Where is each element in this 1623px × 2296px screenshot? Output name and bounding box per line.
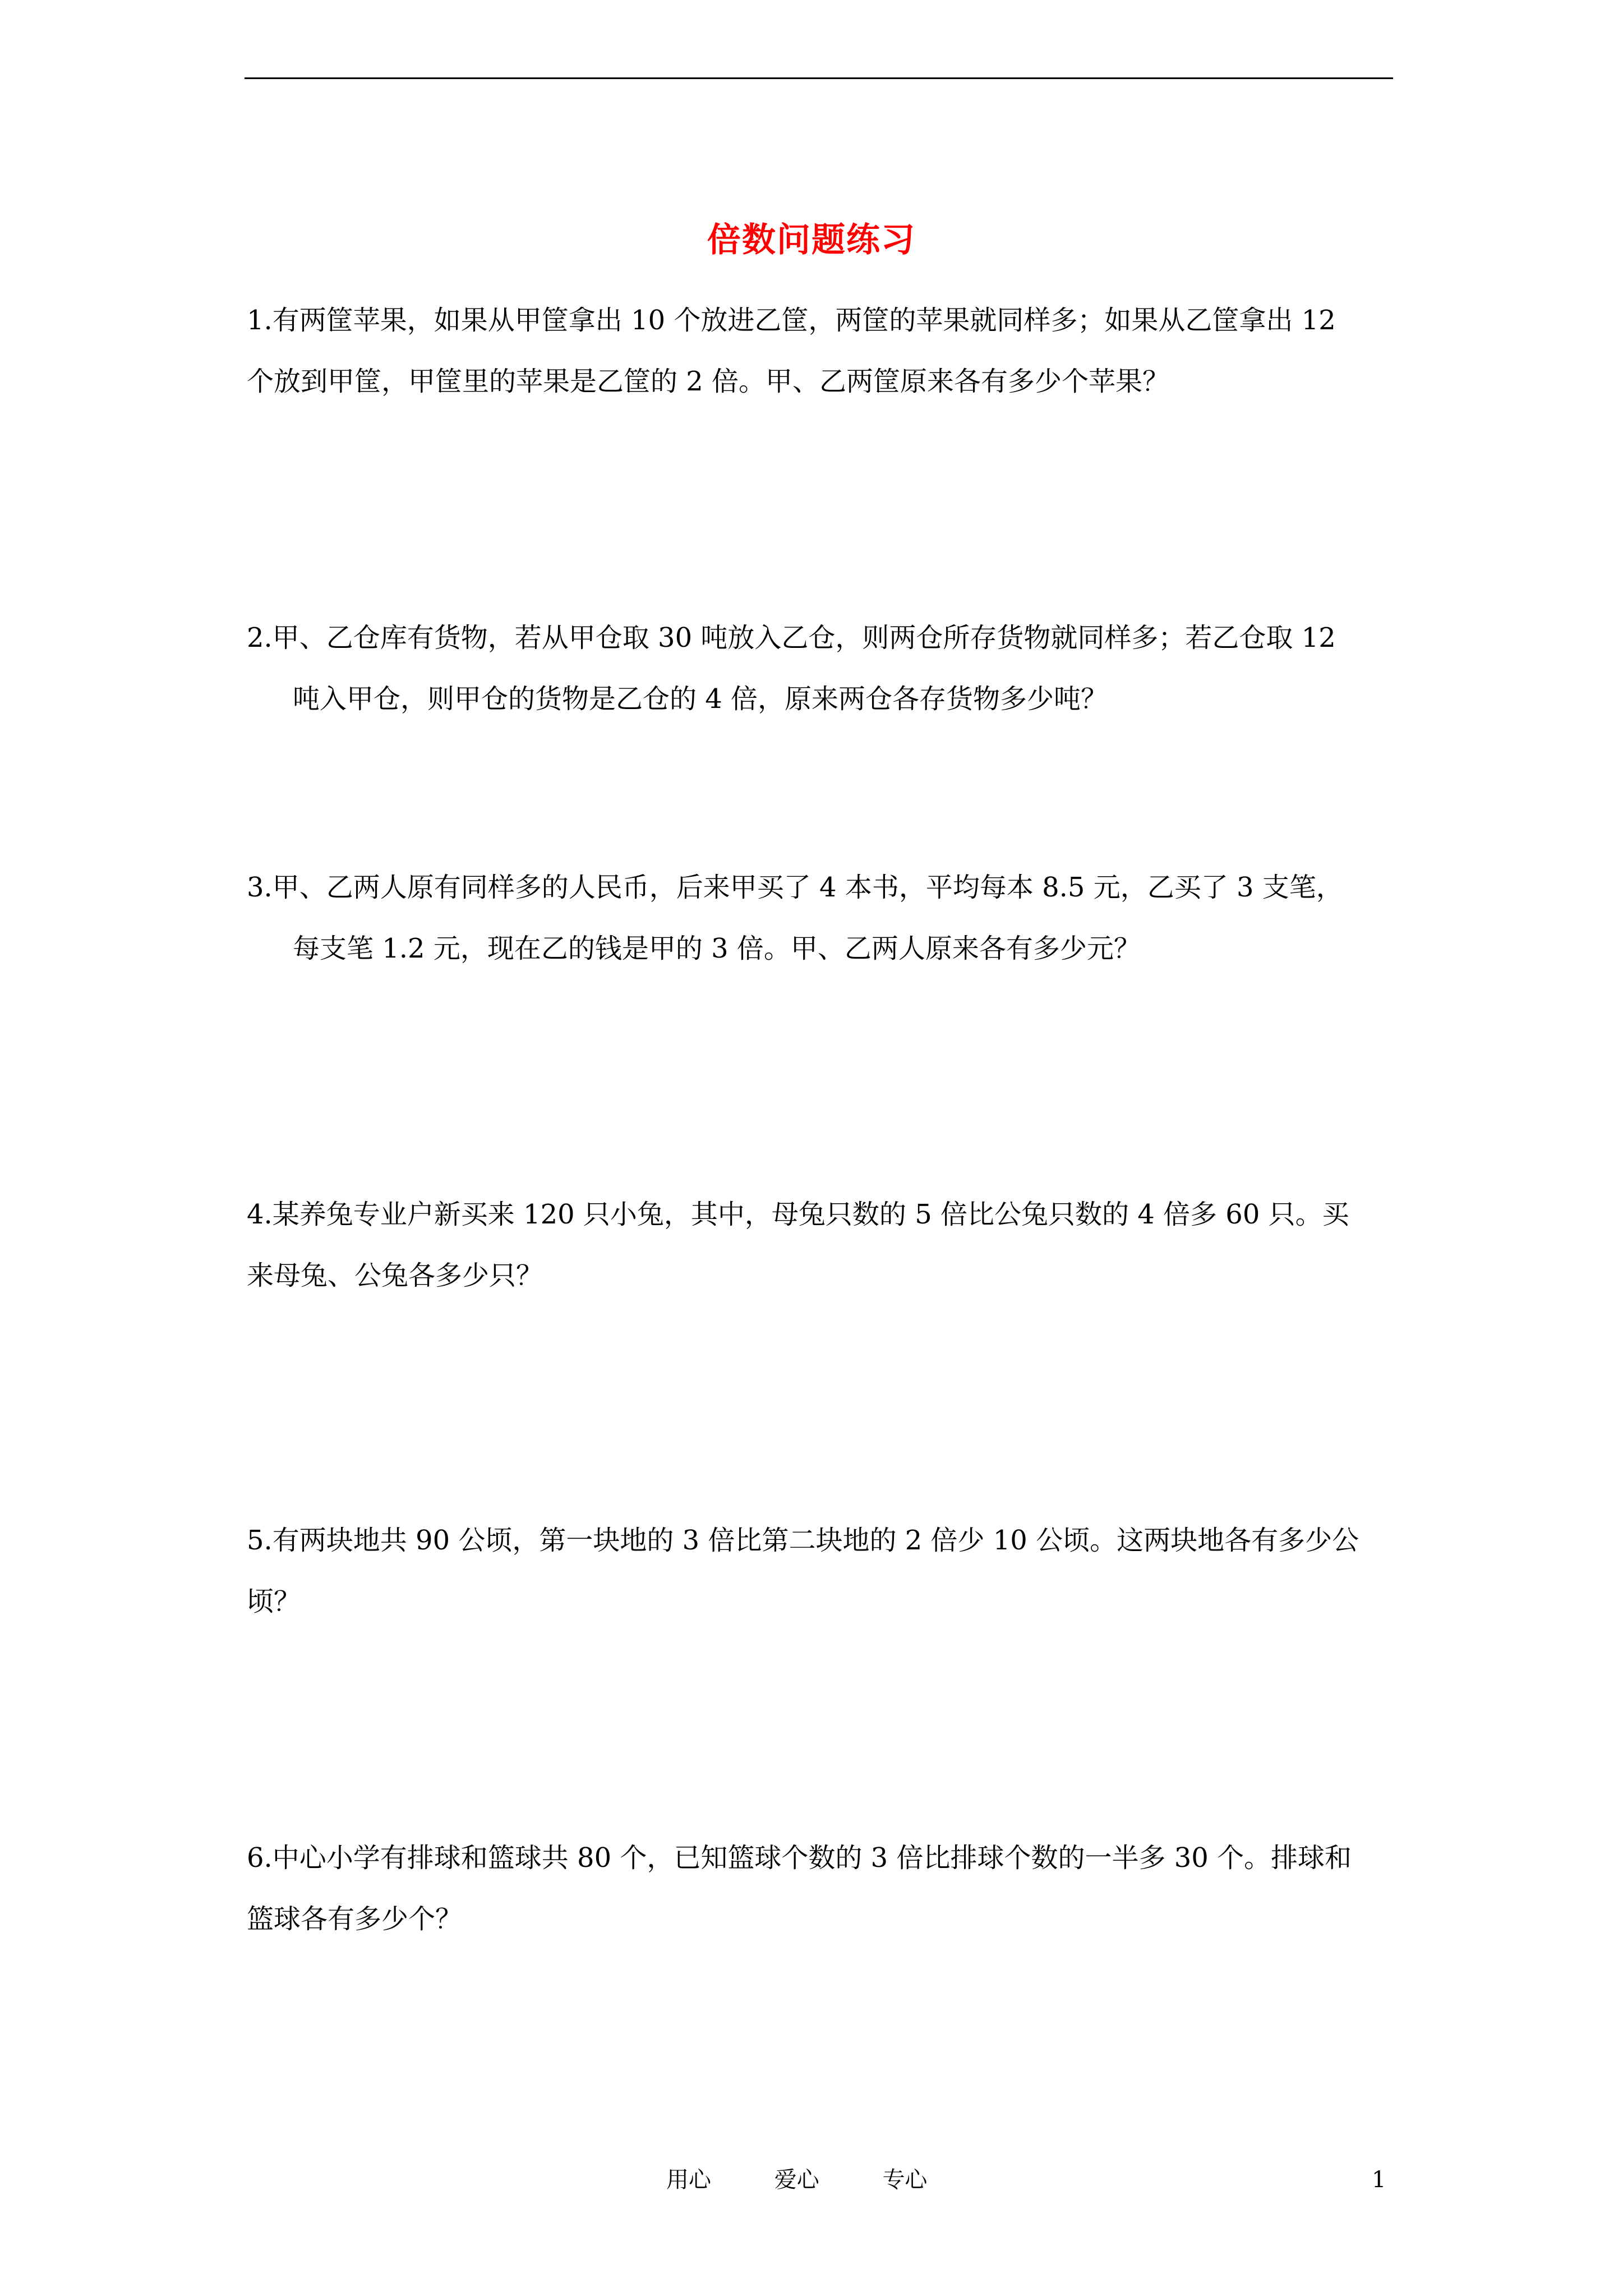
problem-3-line-1: 3.甲、乙两人原有同样多的人民币，后来甲买了 4 本书，平均每本 8.5 元，乙买了 3 支笔，: [247, 872, 1343, 903]
problem-5: [247, 1510, 1392, 1632]
problem-6-line-2: 篮球各有多少个？: [247, 1903, 463, 1935]
page-number: 1: [1372, 2167, 1386, 2193]
problem-6-line-1: 6.中心小学有排球和篮球共 80 个，已知篮球个数的 3 倍比排球个数的一半多 30 个。排球和: [247, 1842, 1352, 1874]
problem-4-line-2: 来母兔、公兔各多少只？: [247, 1260, 543, 1291]
problem-2-line-1: 2.甲、乙仓库有货物，若从甲仓取 30 吨放入乙仓，则两仓所存货物就同样多；若乙仓取 12: [247, 622, 1336, 654]
footer-item-aixin: 爱心: [774, 2167, 819, 2193]
problem-3-line-2: 每支笔 1.2 元，现在乙的钱是甲的 3 倍。甲、乙两人原来各有多少元？: [293, 933, 1141, 964]
problem-2: [247, 608, 1392, 730]
problem-1-line-1: 1.有两筐苹果，如果从甲筐拿出 10 个放进乙筐，两筐的苹果就同样多；如果从乙筐拿出 12: [247, 305, 1336, 336]
problem-2-line-2: 吨入甲仓，则甲仓的货物是乙仓的 4 倍，原来两仓各存货物多少吨？: [293, 683, 1108, 715]
problem-5-line-2: 顷？: [247, 1586, 301, 1617]
problem-5-line-1: 5.有两块地共 90 公顷，第一块地的 3 倍比第二块地的 2 倍少 10 公顷。这两块地各有多少公: [247, 1525, 1359, 1556]
footer-item-zhuanxin: 专心: [882, 2167, 928, 2193]
footer-slogan: [666, 2163, 983, 2197]
problem-1: [247, 290, 1392, 412]
problem-6: [247, 1828, 1392, 1950]
problem-4: [247, 1184, 1392, 1306]
problem-4-line-1: 4.某养兔专业户新买来 120 只小兔，其中，母兔只数的 5 倍比公兔只数的 4 倍多 60 只。买: [247, 1199, 1349, 1230]
header-rule: [245, 77, 1393, 79]
footer-item-yongxin: 用心: [666, 2167, 711, 2193]
problem-1-line-2: 个放到甲筐，甲筐里的苹果是乙筐的 2 倍。甲、乙两筐原来各有多少个苹果？: [247, 366, 1170, 397]
problem-3: [247, 857, 1392, 979]
page-title: 倍数问题练习: [707, 220, 916, 260]
